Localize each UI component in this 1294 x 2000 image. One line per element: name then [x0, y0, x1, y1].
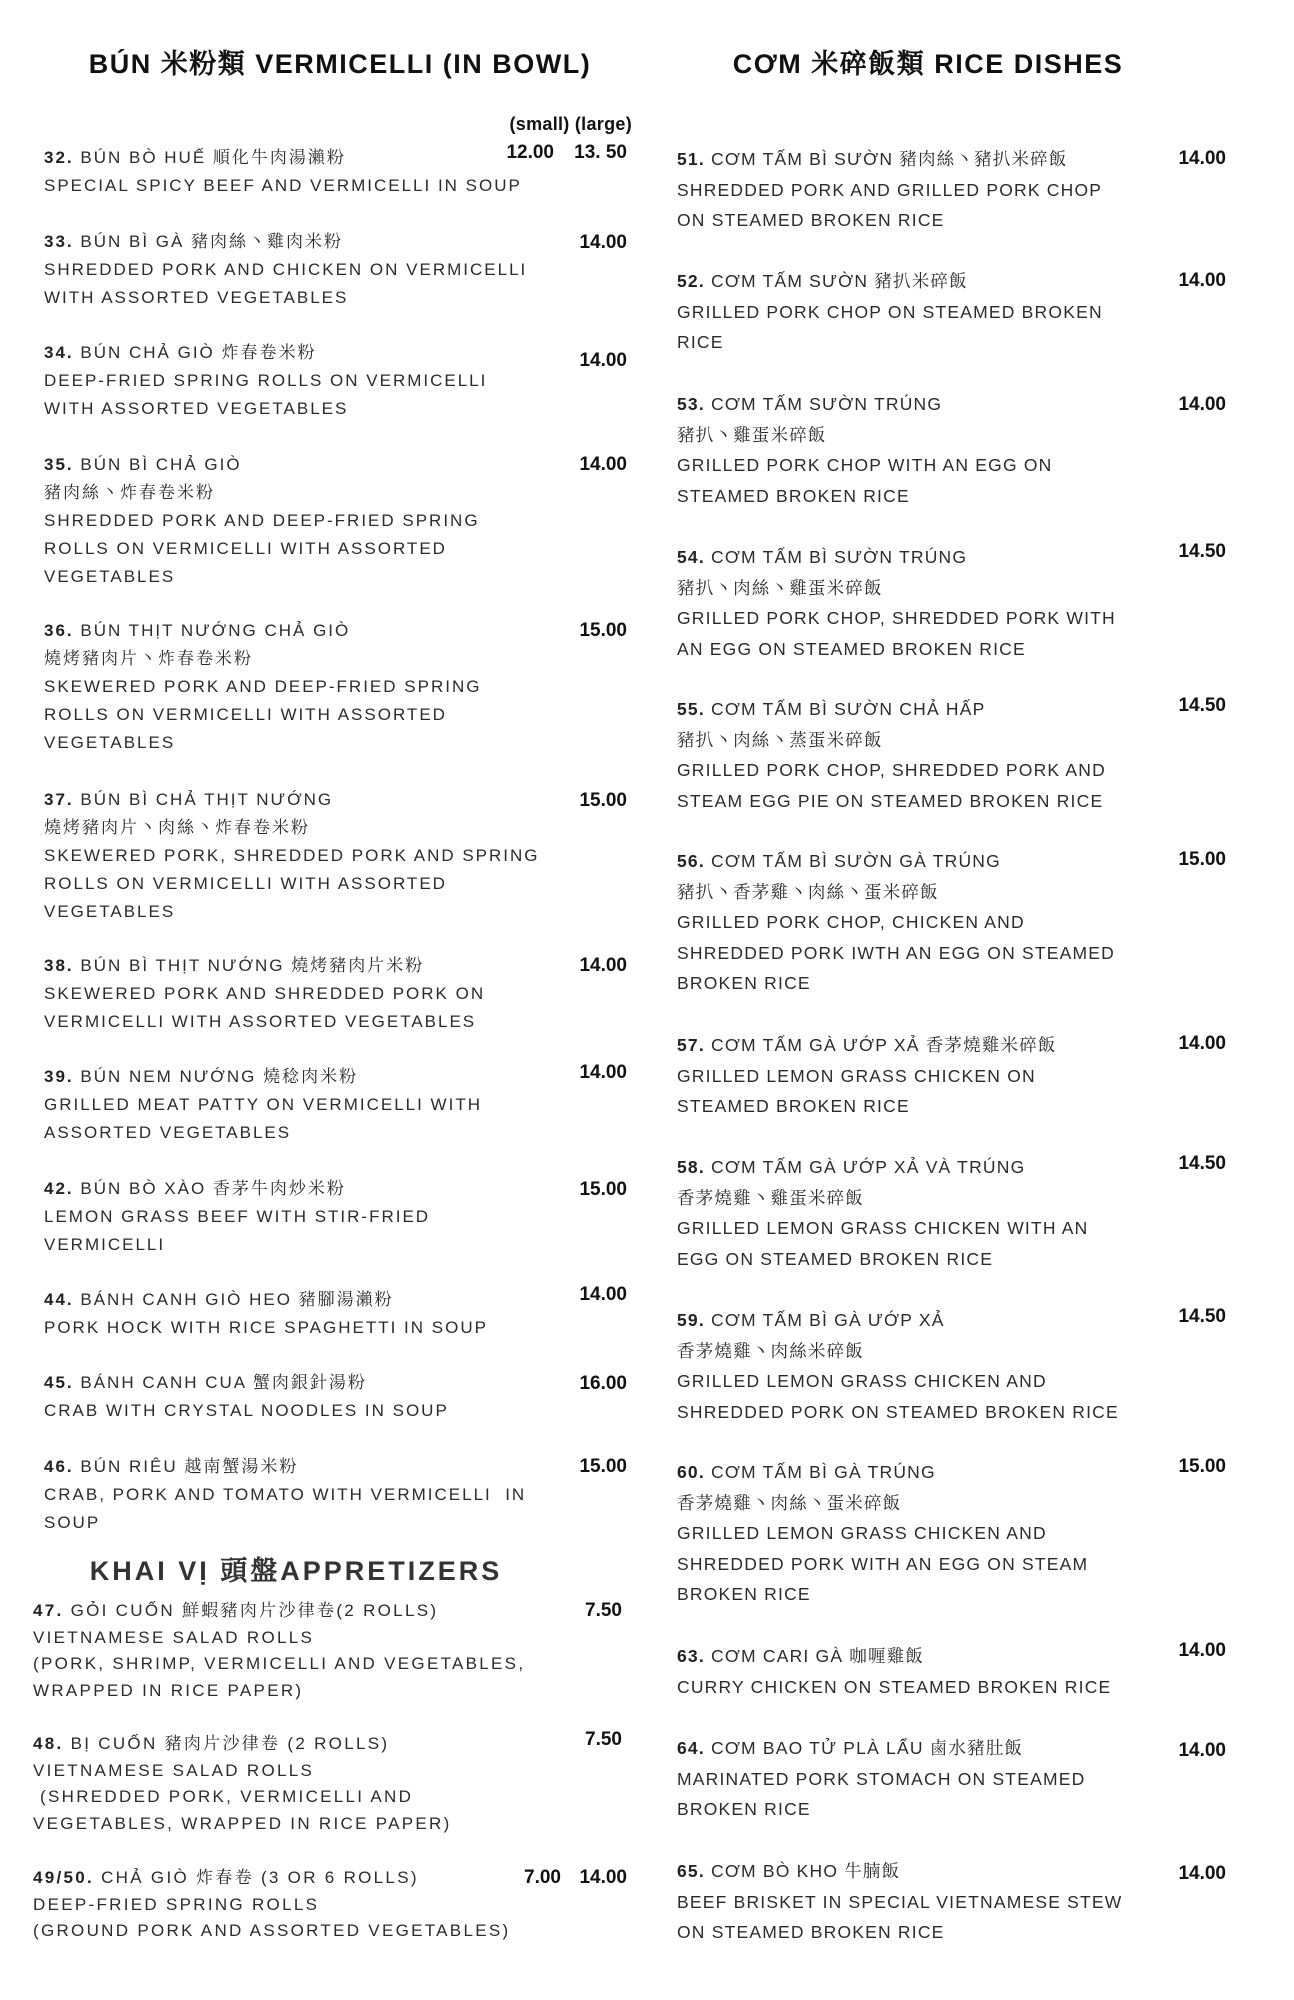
- item-name: CƠM TẤM GÀ ƯỚP XẢ VÀ TRÚNG: [711, 1157, 1026, 1177]
- item-title-line: [44, 1175, 430, 1203]
- menu-item: [44, 1175, 430, 1259]
- item-name: BÚN BÌ CHẢ GIÒ: [80, 455, 242, 474]
- item-number: 35.: [44, 455, 74, 474]
- item-price: 14.50: [1178, 541, 1226, 562]
- item-title-line: [677, 389, 1053, 420]
- menu-item: [677, 1856, 1123, 1948]
- item-number: 60.: [677, 1462, 705, 1482]
- item-title-line: [44, 786, 540, 814]
- item-name-chinese: 豬扒丶肉絲丶蒸蛋米碎飯: [677, 729, 883, 750]
- item-number: 59.: [677, 1310, 705, 1330]
- item-name-chinese: 香茅燒雞丶雞蛋米碎飯: [677, 1187, 864, 1208]
- item-description-line: SKEWERED PORK AND SHREDDED PORK ON: [44, 984, 486, 1003]
- menu-item: [677, 1152, 1089, 1274]
- menu-item: [677, 1733, 1085, 1825]
- item-name-chinese: 香茅燒雞丶肉絲米碎飯: [677, 1340, 864, 1361]
- menu-item: [33, 1598, 525, 1704]
- item-price: 12.00: [506, 142, 554, 163]
- item-name: CƠM BAO TỬ PLÀ LẨU 鹵水豬肚飯: [711, 1738, 1024, 1758]
- item-price: 14.00: [1178, 1640, 1226, 1661]
- item-name: CƠM TẤM BÌ GÀ ƯỚP XẢ: [711, 1310, 945, 1330]
- item-price: 13. 50: [574, 142, 627, 163]
- item-price: 15.00: [579, 620, 627, 641]
- item-name-chinese: 燒烤豬肉片丶炸春卷米粉: [44, 649, 253, 668]
- item-name-chinese: 豬肉絲丶炸春卷米粉: [44, 483, 215, 502]
- item-description-line: GRILLED PORK CHOP ON STEAMED BROKEN: [677, 301, 1103, 322]
- menu-item: [677, 144, 1102, 236]
- item-description-line: (GROUND PORK AND ASSORTED VEGETABLES): [33, 1921, 511, 1940]
- item-title-line: [33, 1598, 525, 1625]
- item-description-line: SHREDDED PORK IWTH AN EGG ON STEAMED: [677, 942, 1115, 963]
- item-description-line: GRILLED MEAT PATTY ON VERMICELLI WITH: [44, 1095, 482, 1114]
- item-price: 14.00: [579, 1867, 627, 1888]
- item-name: BÚN BÒ HUẾ 順化牛肉湯瀨粉: [80, 148, 346, 167]
- item-number: 52.: [677, 271, 705, 291]
- item-number: 65.: [677, 1861, 705, 1881]
- item-description-line: SKEWERED PORK, SHREDDED PORK AND SPRING: [44, 846, 540, 865]
- item-description-line: VEGETABLES: [44, 567, 176, 586]
- item-number: 55.: [677, 699, 705, 719]
- item-title-line: [677, 1030, 1057, 1061]
- item-price: 14.00: [1178, 1863, 1226, 1884]
- item-price: 7.50: [585, 1729, 622, 1750]
- item-name: BÚN BÌ THỊT NƯỚNG 燒烤豬肉片米粉: [80, 956, 425, 975]
- item-description-line: BROKEN RICE: [677, 1799, 811, 1819]
- item-title-line: [677, 1305, 1119, 1336]
- item-name-chinese: 香茅燒雞丶肉絲丶蛋米碎飯: [677, 1492, 902, 1513]
- item-price: 14.00: [579, 1062, 627, 1083]
- item-description-line: GRILLED PORK CHOP WITH AN EGG ON: [677, 455, 1053, 475]
- item-description-line: CRAB, PORK AND TOMATO WITH VERMICELLI IN: [44, 1485, 527, 1504]
- menu-item: [33, 1731, 452, 1837]
- item-title-line: [677, 694, 1106, 725]
- item-name: BÚN BÌ CHẢ THỊT NƯỚNG: [80, 790, 334, 809]
- item-description-line: STEAMED BROKEN RICE: [677, 1096, 910, 1116]
- item-name: BỊ CUỐN 豬肉片沙律卷 (2 ROLLS): [70, 1734, 390, 1753]
- item-name: BÚN BÒ XÀO 香茅牛肉炒米粉: [80, 1179, 346, 1198]
- item-description-line: VEGETABLES: [44, 733, 176, 752]
- item-description-line: SOUP: [44, 1513, 101, 1532]
- item-title-line: [677, 1856, 1123, 1887]
- item-description-line: GRILLED LEMON GRASS CHICKEN AND: [677, 1523, 1047, 1543]
- item-description-line: SHREDDED PORK AND GRILLED PORK CHOP: [677, 179, 1103, 200]
- item-price: 7.50: [585, 1600, 622, 1621]
- item-number: 33.: [44, 232, 74, 251]
- item-price: 14.50: [1178, 1153, 1226, 1174]
- menu-item: [44, 1453, 526, 1537]
- item-name: CƠM TẤM BÌ SƯỜN GÀ TRÚNG: [711, 851, 1001, 871]
- item-description-line: STEAM EGG PIE ON STEAMED BROKEN RICE: [677, 790, 1104, 811]
- item-title-line: [677, 846, 1115, 877]
- menu-item: [44, 617, 481, 757]
- item-description-line: SHREDDED PORK AND DEEP-FRIED SPRING: [44, 511, 480, 530]
- item-description-line: SKEWERED PORK AND DEEP-FRIED SPRING: [44, 677, 482, 696]
- item-title-line: [677, 1457, 1088, 1488]
- section-heading-vermicelli: BÚN 米粉類 VERMICELLI (IN BOWL): [88, 49, 592, 79]
- item-description-line: VERMICELLI: [44, 1235, 166, 1254]
- item-price: 15.00: [1178, 1456, 1226, 1477]
- item-name-chinese: 燒烤豬肉片丶肉絲丶炸春卷米粉: [44, 818, 310, 837]
- menu-item: [677, 1030, 1057, 1122]
- menu-item: [677, 1457, 1088, 1610]
- item-name-chinese: 豬扒丶香茅雞丶肉絲丶蛋米碎飯: [677, 881, 939, 902]
- menu-item: [677, 1641, 1111, 1702]
- menu-item: [44, 952, 485, 1036]
- item-description-line: AN EGG ON STEAMED BROKEN RICE: [677, 638, 1026, 659]
- item-price: 14.00: [579, 955, 627, 976]
- item-title-line: [44, 952, 485, 980]
- item-number: 47.: [33, 1601, 64, 1620]
- item-description-line: GRILLED PORK CHOP, CHICKEN AND: [677, 912, 1025, 932]
- item-description-line: WRAPPED IN RICE PAPER): [33, 1680, 304, 1700]
- item-number: 45.: [44, 1373, 74, 1392]
- item-title-line: [33, 1731, 452, 1758]
- item-description-line: ROLLS ON VERMICELLI WITH ASSORTED: [44, 705, 447, 724]
- item-number: 42.: [44, 1179, 74, 1198]
- item-name: BÚN RIÊU 越南蟹湯米粉: [80, 1457, 299, 1476]
- item-title-line: [44, 144, 522, 172]
- item-description-line: PORK HOCK WITH RICE SPAGHETTI IN SOUP: [44, 1318, 488, 1337]
- item-description-line: BEEF BRISKET IN SPECIAL VIETNAMESE STEW: [677, 1891, 1123, 1912]
- item-title-line: [677, 1641, 1111, 1672]
- item-price: 14.00: [1178, 394, 1226, 415]
- item-name: GỎI CUỐN 鮮蝦豬肉片沙律卷(2 ROLLS): [70, 1601, 439, 1620]
- item-price: 14.00: [1178, 1740, 1226, 1761]
- item-name-chinese: 豬扒丶肉絲丶雞蛋米碎飯: [677, 577, 883, 598]
- item-number: 64.: [677, 1738, 705, 1758]
- item-description-line: DEEP-FRIED SPRING ROLLS ON VERMICELLI: [44, 371, 488, 390]
- menu-item: [44, 1063, 482, 1147]
- item-description-line: BROKEN RICE: [677, 973, 811, 993]
- item-number: 57.: [677, 1035, 705, 1055]
- item-description-line: VEGETABLES: [44, 902, 176, 921]
- item-number: 58.: [677, 1157, 705, 1177]
- menu-item: [33, 1865, 510, 1945]
- item-name: BÚN BÌ GÀ 豬肉絲丶雞肉米粉: [80, 232, 344, 251]
- item-number: 56.: [677, 851, 705, 871]
- item-description-line: (PORK, SHRIMP, VERMICELLI AND VEGETABLES,: [33, 1654, 526, 1673]
- item-description-line: GRILLED LEMON GRASS CHICKEN AND: [677, 1371, 1047, 1391]
- item-title-line: [44, 339, 487, 367]
- item-number: 34.: [44, 343, 74, 362]
- item-price: 14.50: [1178, 1306, 1226, 1327]
- item-description-line: MARINATED PORK STOMACH ON STEAMED: [677, 1768, 1086, 1789]
- item-title-line: [44, 228, 527, 256]
- item-name: BÁNH CANH CUA 蟹肉銀針湯粉: [80, 1373, 367, 1392]
- item-price: 16.00: [579, 1373, 627, 1394]
- item-title-line: [677, 1152, 1089, 1183]
- item-description-line: SHREDDED PORK AND CHICKEN ON VERMICELLI: [44, 260, 528, 279]
- item-title-line: [677, 266, 1103, 297]
- item-name: CƠM CARI GÀ 咖喱雞飯: [711, 1646, 925, 1666]
- item-title-line: [44, 1286, 488, 1314]
- item-price: 7.00: [524, 1867, 561, 1888]
- item-name: CƠM TẤM BÌ SƯỜN 豬肉絲丶豬扒米碎飯: [711, 149, 1068, 169]
- item-number: 38.: [44, 956, 74, 975]
- menu-item: [44, 786, 540, 926]
- item-description-line: VIETNAMESE SALAD ROLLS: [33, 1627, 315, 1647]
- item-name: CƠM TẤM BÌ SƯỜN CHẢ HẤP: [711, 699, 986, 719]
- item-description-line: VEGETABLES, WRAPPED IN RICE PAPER): [33, 1813, 452, 1833]
- item-title-line: [677, 1733, 1085, 1764]
- menu-item: [44, 451, 480, 591]
- item-number: 63.: [677, 1646, 705, 1666]
- menu-item: [677, 1305, 1119, 1427]
- menu-item: [677, 266, 1103, 358]
- item-description-line: CURRY CHICKEN ON STEAMED BROKEN RICE: [677, 1676, 1112, 1697]
- item-number: 39.: [44, 1067, 74, 1086]
- item-name: CƠM TẤM BÌ GÀ TRÚNG: [711, 1462, 936, 1482]
- item-price: 14.00: [579, 454, 627, 475]
- item-name: BÁNH CANH GIÒ HEO 豬腳湯瀨粉: [80, 1290, 394, 1309]
- item-title-line: [44, 1063, 482, 1091]
- section-heading-appetizers: KHAI VỊ 頭盤APPRETIZERS: [89, 1556, 503, 1586]
- item-number: 49/50.: [33, 1868, 95, 1887]
- item-title-line: [677, 542, 1116, 573]
- item-description-line: LEMON GRASS BEEF WITH STIR-FRIED: [44, 1207, 431, 1226]
- menu-item: [677, 542, 1116, 664]
- item-name: BÚN THỊT NƯỚNG CHẢ GIÒ: [80, 621, 351, 640]
- item-description-line: GRILLED PORK CHOP, SHREDDED PORK WITH: [677, 608, 1116, 628]
- item-description-line: GRILLED PORK CHOP, SHREDDED PORK AND: [677, 760, 1106, 780]
- item-title-line: [44, 1453, 526, 1481]
- menu-item: [44, 339, 487, 423]
- item-name: CHẢ GIÒ 炸春卷 (3 OR 6 ROLLS): [101, 1868, 419, 1887]
- item-name: BÚN NEM NƯỚNG 燒稔肉米粉: [80, 1067, 359, 1086]
- size-labels: (small) (large): [509, 114, 632, 134]
- item-description-line: SHREDDED PORK ON STEAMED BROKEN RICE: [677, 1401, 1119, 1422]
- item-description-line: CRAB WITH CRYSTAL NOODLES IN SOUP: [44, 1401, 449, 1420]
- menu-item: [44, 228, 527, 312]
- item-description-line: ROLLS ON VERMICELLI WITH ASSORTED: [44, 874, 447, 893]
- item-description-line: GRILLED LEMON GRASS CHICKEN WITH AN: [677, 1218, 1089, 1238]
- item-price: 14.00: [1178, 1033, 1226, 1054]
- item-description-line: BROKEN RICE: [677, 1584, 811, 1604]
- item-price: 15.00: [1178, 849, 1226, 870]
- item-description-line: WITH ASSORTED VEGETABLES: [44, 399, 349, 418]
- item-title-line: [677, 144, 1102, 175]
- item-price: 14.00: [579, 1284, 627, 1305]
- item-name: CƠM TẤM GÀ ƯỚP XẢ 香茅燒雞米碎飯: [711, 1035, 1057, 1055]
- item-description-line: DEEP-FRIED SPRING ROLLS: [33, 1894, 320, 1914]
- item-description-line: VIETNAMESE SALAD ROLLS: [33, 1760, 315, 1780]
- item-price: 15.00: [579, 1179, 627, 1200]
- menu-item: [677, 694, 1106, 816]
- item-price: 14.00: [579, 350, 627, 371]
- item-number: 44.: [44, 1290, 74, 1309]
- item-description-line: ON STEAMED BROKEN RICE: [677, 210, 945, 230]
- section-heading-rice-dishes: CƠM 米碎飯類 RICE DISHES: [732, 49, 1124, 79]
- item-number: 32.: [44, 148, 74, 167]
- item-description-line: STEAMED BROKEN RICE: [677, 485, 910, 506]
- item-description-line: VERMICELLI WITH ASSORTED VEGETABLES: [44, 1012, 477, 1031]
- item-number: 54.: [677, 547, 705, 567]
- item-price: 14.00: [579, 232, 627, 253]
- item-name: BÚN CHẢ GIÒ 炸春卷米粉: [80, 343, 317, 362]
- item-number: 48.: [33, 1734, 64, 1753]
- item-name: CƠM TẤM BÌ SƯỜN TRÚNG: [711, 547, 968, 567]
- item-number: 36.: [44, 621, 74, 640]
- item-description-line: SHREDDED PORK WITH AN EGG ON STEAM: [677, 1553, 1089, 1574]
- item-price: 15.00: [579, 1456, 627, 1477]
- item-title-line: [44, 1369, 449, 1397]
- item-price: 14.00: [1178, 148, 1226, 169]
- item-description-line: ON STEAMED BROKEN RICE: [677, 1922, 945, 1942]
- menu-item: [677, 846, 1115, 999]
- item-number: 46.: [44, 1457, 74, 1476]
- item-description-line: WITH ASSORTED VEGETABLES: [44, 288, 349, 307]
- item-name: CƠM BÒ KHO 牛腩飯: [711, 1861, 901, 1881]
- menu-item: [677, 389, 1053, 511]
- item-name: CƠM TẤM SƯỜN TRÚNG: [711, 394, 943, 414]
- item-description-line: ASSORTED VEGETABLES: [44, 1123, 292, 1142]
- item-description-line: SPECIAL SPICY BEEF AND VERMICELLI IN SOUP: [44, 176, 522, 195]
- item-number: 37.: [44, 790, 74, 809]
- item-name: CƠM TẤM SƯỜN 豬扒米碎飯: [711, 271, 968, 291]
- item-price: 14.00: [1178, 270, 1226, 291]
- item-title-line: [44, 617, 481, 645]
- menu-item: [44, 1286, 488, 1342]
- item-description-line: EGG ON STEAMED BROKEN RICE: [677, 1248, 994, 1269]
- item-name-chinese: 豬扒丶雞蛋米碎飯: [677, 424, 827, 445]
- menu-item: [44, 144, 522, 200]
- item-description-line: (SHREDDED PORK, VERMICELLI AND: [33, 1787, 414, 1806]
- item-price: 14.50: [1178, 695, 1226, 716]
- item-description-line: ROLLS ON VERMICELLI WITH ASSORTED: [44, 539, 447, 558]
- item-number: 53.: [677, 394, 705, 414]
- item-description-line: GRILLED LEMON GRASS CHICKEN ON: [677, 1065, 1036, 1086]
- item-title-line: [44, 451, 480, 479]
- item-description-line: RICE: [677, 332, 724, 352]
- item-title-line: [33, 1865, 510, 1892]
- item-number: 51.: [677, 149, 705, 169]
- item-price: 15.00: [579, 790, 627, 811]
- menu-item: [44, 1369, 449, 1425]
